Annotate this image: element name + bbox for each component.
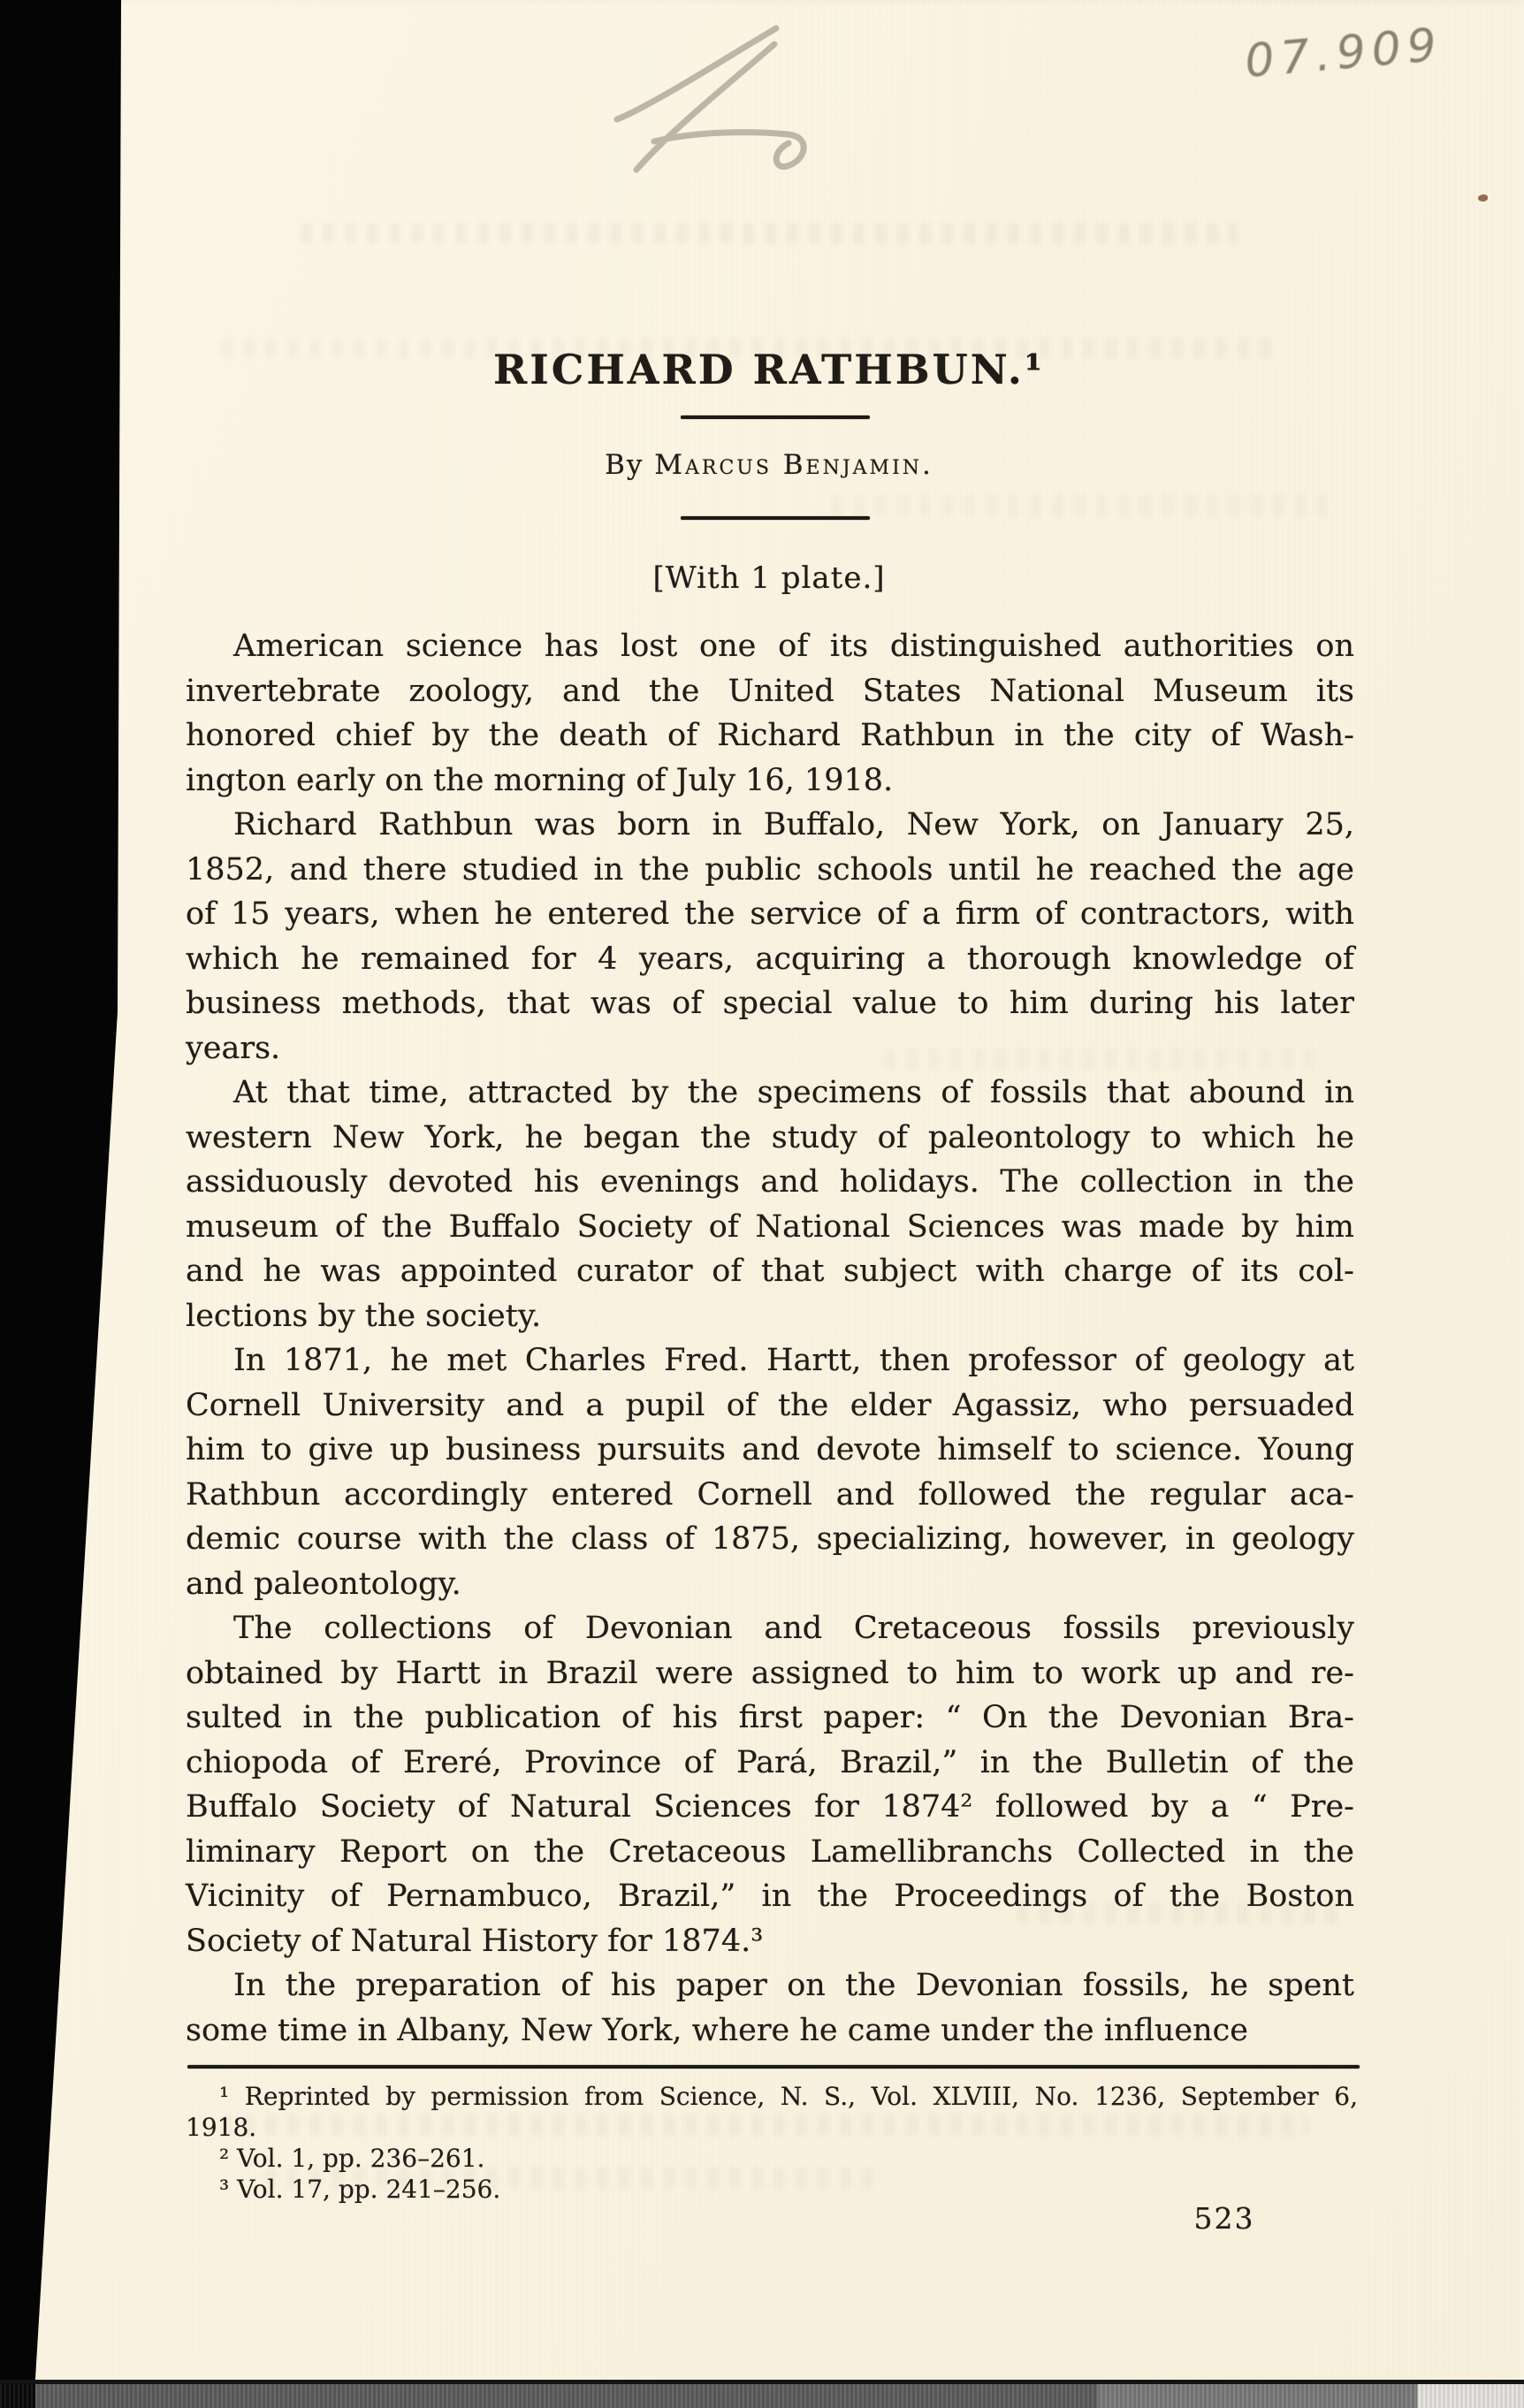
bleed-through-smudge: [831, 495, 1326, 516]
paragraph: [186, 624, 1354, 803]
body-line: him to give up business pursuits and devote himself to science. Young: [186, 1432, 1354, 1467]
footnote-item: [186, 2174, 1358, 2205]
body-line: western New York, he began the study of paleontology to which he: [186, 1119, 1354, 1155]
scan-edge-bottom: [0, 2380, 1524, 2408]
ink-speck: [1478, 194, 1488, 202]
body-line: American science has lost one of its distinguished authorities on: [233, 629, 1354, 664]
body-line: of 15 years, when he entered the service of a firm of contractors, with: [186, 896, 1354, 932]
byline-prefix: By: [605, 449, 655, 481]
body-line: years.: [186, 1030, 281, 1066]
body-line: Rathbun accordingly entered Cornell and followed the regular aca-: [186, 1476, 1354, 1513]
body-line: Society of Natural History for 1874.³: [186, 1923, 764, 1959]
body-line: museum of the Buffalo Society of National Sciences was made by him: [186, 1208, 1354, 1245]
body-line: Vicinity of Pernambuco, Brazil,” in the Proceedings of the Boston: [186, 1878, 1354, 1914]
body-line: At that time, attracted by the specimens of fossils that abound in: [233, 1075, 1354, 1110]
handwritten-catalog-number: 07.909: [1242, 18, 1445, 89]
body-line: and paleontology.: [186, 1566, 461, 1602]
body-line: 1852, and there studied in the public schools until he reached the age: [186, 851, 1354, 888]
body-line: ington early on the morning of July 16, 1918.: [186, 762, 894, 798]
body-line: chiopoda of Ereré, Province of Pará, Brazil,” in the Bulletin of the: [186, 1744, 1354, 1780]
footnote-line: ¹ Reprinted by permission from Science, N. S., Vol. XLVIII, No. 1236, September 6,: [219, 2082, 1358, 2111]
body-line: some time in Albany, New York, where he came under the influence: [186, 2012, 1248, 2048]
footnote-line: ³ Vol. 17, pp. 241–256.: [219, 2175, 501, 2204]
footnote-line: 1918.: [186, 2113, 257, 2142]
body-line: The collections of Devonian and Cretaceous fossils previously: [233, 1611, 1354, 1646]
byline-author: Marcus Benjamin.: [654, 449, 933, 481]
body-line: demic course with the class of 1875, specializing, however, in geology: [186, 1521, 1354, 1557]
footnotes: [186, 2081, 1358, 2205]
paragraph: [186, 1338, 1354, 1606]
paragraph: [186, 1606, 1354, 1963]
body-line: liminary Report on the Cretaceous Lamellibranchs Collected in the: [186, 1833, 1354, 1870]
divider-rule-top: [681, 415, 870, 419]
body-line: sulted in the publication of his first paper: “ On the Devonian Bra-: [186, 1700, 1354, 1735]
body-line: invertebrate zoology, and the United States National Museum its: [186, 673, 1354, 709]
footnote-line: ² Vol. 1, pp. 236–261.: [219, 2144, 485, 2173]
plate-note: [With 1 plate.]: [652, 560, 886, 596]
paragraph: [186, 1963, 1354, 2053]
byline: [186, 449, 1353, 481]
body-line: Cornell University and a pupil of the elder Agassiz, who persuaded: [186, 1387, 1354, 1423]
paragraph: [186, 803, 1354, 1071]
body-line: honored chief by the death of Richard Rathbun in the city of Wash-: [186, 718, 1354, 753]
body-line: and he was appointed curator of that subject with charge of its col-: [186, 1254, 1354, 1289]
body-line: obtained by Hartt in Brazil were assigned to him to work up and re-: [186, 1655, 1354, 1691]
page-title: RICHARD RATHBUN.¹: [492, 345, 1045, 393]
handwritten-scribble: [601, 18, 866, 186]
body-line: lections by the society.: [186, 1298, 542, 1334]
body-line: Richard Rathbun was born in Buffalo, New York, on January 25,: [233, 807, 1354, 842]
body-line: which he remained for 4 years, acquiring a thorough knowledge of: [186, 941, 1354, 977]
page-number: 523: [1193, 2201, 1255, 2236]
paragraph: [186, 1071, 1354, 1338]
body-line: Buffalo Society of Natural Sciences for 1874² followed by a “ Pre-: [186, 1789, 1354, 1825]
body-line: assiduously devoted his evenings and holidays. The collection in the: [186, 1164, 1354, 1200]
body-line: In the preparation of his paper on the Devonian fossils, he spent: [233, 1968, 1354, 2003]
footnote-divider: [187, 2065, 1360, 2069]
footnote-item: [186, 2143, 1358, 2174]
body-line: In 1871, he met Charles Fred. Hartt, then professor of geology at: [233, 1343, 1354, 1378]
body-line: business methods, that was of special value to him during his later: [186, 986, 1354, 1021]
bleed-through-smudge: [301, 223, 1238, 244]
footnote-item: [186, 2081, 1358, 2143]
article-body: [186, 624, 1354, 2053]
divider-rule-middle: [681, 516, 870, 520]
